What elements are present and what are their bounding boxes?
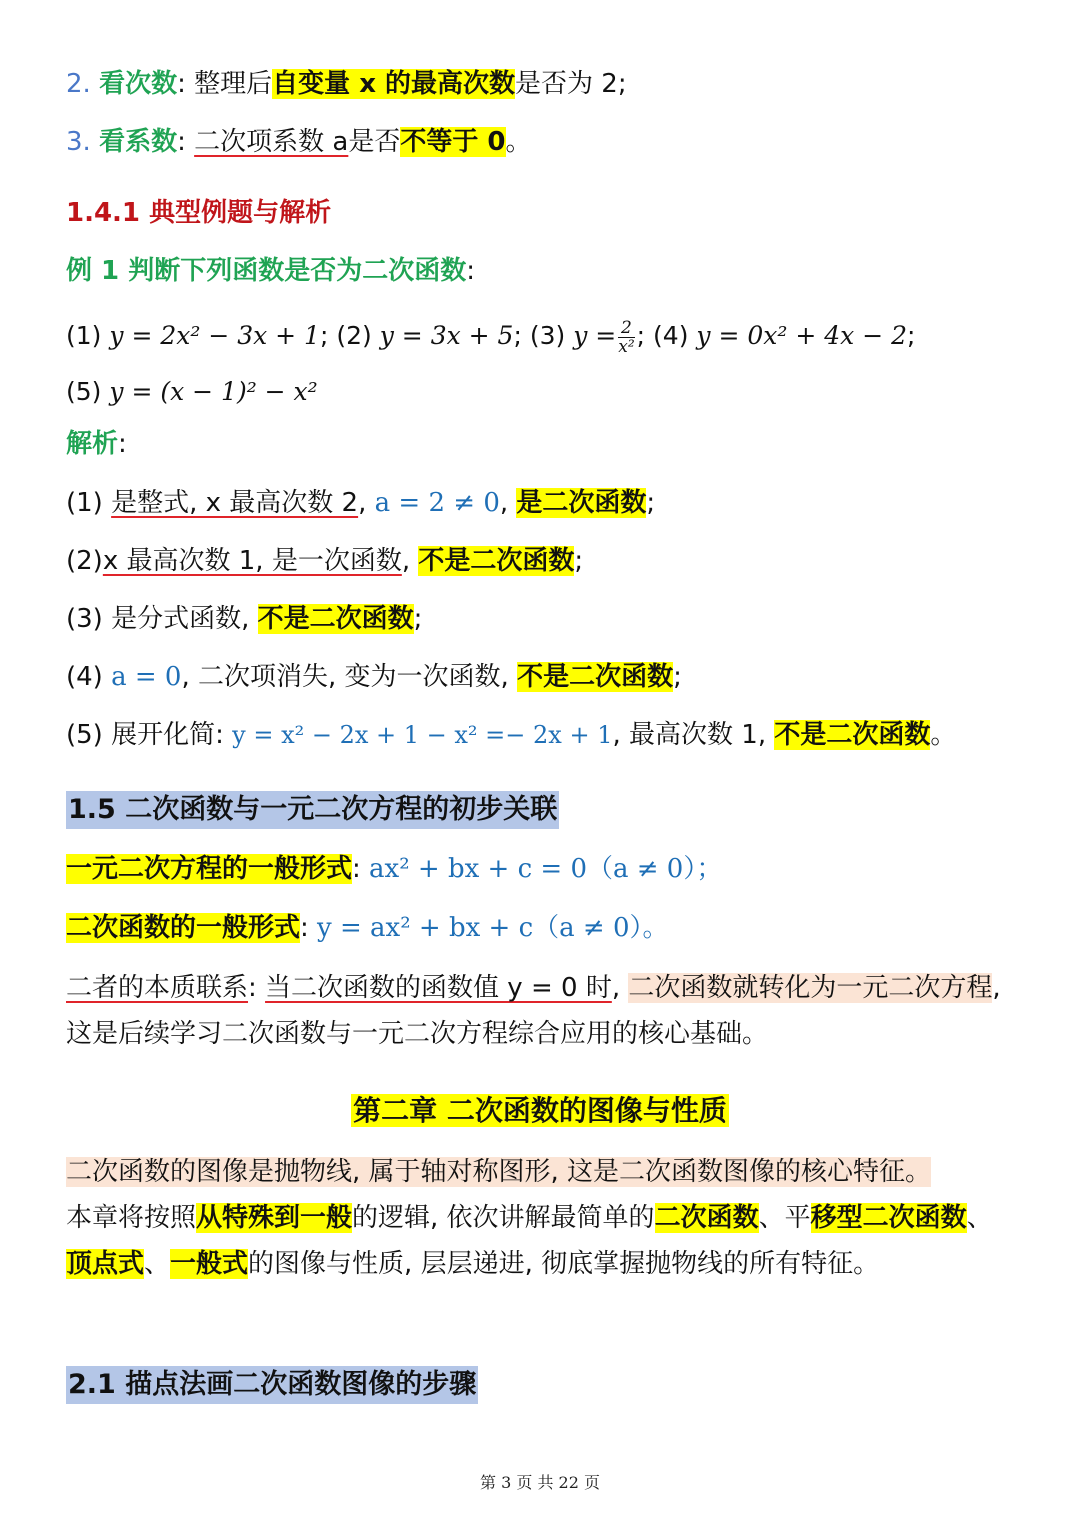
highlight: 从特殊到一般 (196, 1203, 353, 1233)
paragraph-text: 、 (966, 1203, 993, 1233)
sep: ; (319, 321, 329, 350)
colon: : (352, 854, 361, 884)
math-expression: a = 0 (111, 662, 182, 692)
punct: 。 (930, 720, 957, 750)
example-title: 例 1 判断下列函数是否为二次函数 (66, 256, 467, 286)
analysis-2 (66, 543, 1020, 579)
item-label: (2) (66, 546, 103, 576)
math-expression: ax² + bx + c = 0（a ≠ 0）； (369, 854, 723, 884)
underlined-text: 当二次函数的函数值 y = 0 时 (265, 973, 612, 1003)
section-heading: 2.1 描点法画二次函数图像的步骤 (66, 1366, 478, 1404)
page-footer: 第 3 页 共 22 页 (480, 1473, 600, 1492)
numerator: 2 (618, 319, 634, 338)
item-label: (5) (66, 720, 103, 750)
highlight-pink: 二次函数就转化为一元二次方程 (628, 973, 993, 1003)
punct: 。 (505, 127, 532, 157)
func-label: (2) (336, 321, 372, 350)
analysis-text: , 二次项消失, 变为一次函数, (181, 662, 509, 692)
highlight: 一元二次方程的一般形式 (66, 854, 353, 884)
highlight: 不是二次函数 (774, 720, 931, 750)
highlight: 一般式 (170, 1249, 249, 1279)
function-3-lhs: y = (573, 321, 617, 350)
highlight: 顶点式 (66, 1249, 145, 1279)
sep: ; (907, 321, 916, 350)
highlight: 二次函数 (654, 1203, 759, 1233)
function-1: y = 2x² − 3x + 1 (109, 321, 320, 350)
section-heading: 1.5 二次函数与一元二次方程的初步关联 (66, 791, 559, 829)
item-label: (3) (66, 604, 103, 634)
function-4: y = 0x² + 4x − 2 (696, 321, 908, 350)
function-5: y = (x − 1)² − x² (109, 377, 318, 406)
underlined-text: x 最高次数 1, 是一次函数 (102, 546, 402, 576)
paragraph-text: 的图像与性质, 层层递进, 彻底掌握抛物线的所有特征。 (248, 1249, 880, 1279)
function-2: y = 3x + 5 (379, 321, 514, 350)
paragraph-text: 本章将按照 (66, 1203, 197, 1233)
sep: ; (513, 321, 522, 350)
fraction (618, 319, 634, 356)
underlined-text: 二次项系数 a (194, 127, 349, 157)
colon: : (466, 256, 475, 286)
rule-2 (66, 66, 1020, 102)
punct: ; (574, 546, 584, 576)
analysis-5 (66, 717, 1020, 753)
subsection-heading: 1.4.1 典型例题与解析 (66, 198, 332, 228)
rule-heading: 看系数 (99, 127, 178, 157)
analysis-title: 解析 (66, 429, 119, 459)
rule-number: 2. (66, 69, 91, 99)
function-general-form (66, 910, 1020, 946)
math-expression: a = 2 ≠ 0 (374, 488, 500, 518)
item-label: (1) (66, 488, 103, 518)
func-label: (3) (529, 321, 566, 350)
analysis-text: 是分式函数, (111, 604, 250, 634)
highlight: 是二次函数 (516, 488, 647, 518)
rule-heading: 看次数 (99, 69, 178, 99)
highlight: 不是二次函数 (418, 546, 575, 576)
highlight: 不是二次函数 (517, 662, 674, 692)
analysis-text: , 最高次数 1, (612, 720, 767, 750)
paragraph-text: 的逻辑, 依次讲解最简单的 (352, 1203, 655, 1233)
analysis-1 (66, 485, 1020, 521)
function-5-line (66, 374, 1020, 410)
equation-general-form (66, 851, 1020, 887)
underlined-text: 二者的本质联系 (66, 973, 249, 1003)
analysis-3 (66, 601, 1020, 637)
chapter-title (0, 1092, 1080, 1130)
sep: ; (636, 321, 646, 350)
punct: , (611, 973, 621, 1003)
punct: , (499, 488, 509, 518)
item-label: (4) (66, 662, 103, 692)
colon: : (248, 973, 257, 1003)
rule-text: 是否 (348, 127, 401, 157)
punct: , (358, 488, 367, 518)
chapter-title-text: 第二章 二次函数的图像与性质 (353, 1094, 727, 1127)
function-list (66, 318, 1020, 356)
rule-text: 整理后 (194, 69, 273, 99)
paragraph-text: 、平 (758, 1203, 811, 1233)
paragraph-text: 、 (144, 1249, 171, 1279)
punct: ; (673, 662, 682, 692)
highlight: 不是二次函数 (257, 604, 414, 634)
punct: ; (646, 488, 656, 518)
highlight: 移型二次函数 (810, 1203, 967, 1233)
analysis-text: 展开化简: (111, 720, 224, 750)
colon: : (177, 69, 186, 99)
analysis-heading (66, 426, 1020, 462)
punct: ; (413, 604, 423, 634)
rule-3 (66, 124, 1020, 160)
paragraph-text: , 这是后续学习二次函数与一元二次方程综合应用的核心基础。 (66, 973, 1001, 1049)
example-heading (66, 253, 1020, 289)
denominator: x² (618, 336, 635, 357)
colon: : (177, 127, 186, 157)
func-label: (1) (66, 321, 102, 350)
func-label: (4) (653, 321, 689, 350)
underlined-text: 是整式, x 最高次数 2 (111, 488, 359, 518)
rule-text: 是否为 2; (515, 69, 627, 99)
colon: : (118, 429, 127, 459)
analysis-4 (66, 659, 1020, 695)
math-expression: y = ax² + bx + c（a ≠ 0）。 (317, 913, 669, 943)
func-label: (5) (66, 377, 102, 406)
highlight: 二次函数的一般形式 (66, 913, 301, 943)
highlight: 不等于 0 (400, 127, 506, 157)
highlight-pink: 二次函数的图像是抛物线, 属于轴对称图形, 这是二次函数图像的核心特征。 (66, 1157, 932, 1187)
rule-number: 3. (66, 127, 91, 157)
math-expression: y = x² − 2x + 1 − x² =− 2x + 1 (232, 721, 613, 749)
chapter-intro (66, 1149, 1018, 1287)
relation-paragraph (66, 965, 1018, 1057)
highlight: 自变量 x 的最高次数 (272, 69, 516, 99)
punct: , (401, 546, 411, 576)
colon: : (300, 913, 309, 943)
